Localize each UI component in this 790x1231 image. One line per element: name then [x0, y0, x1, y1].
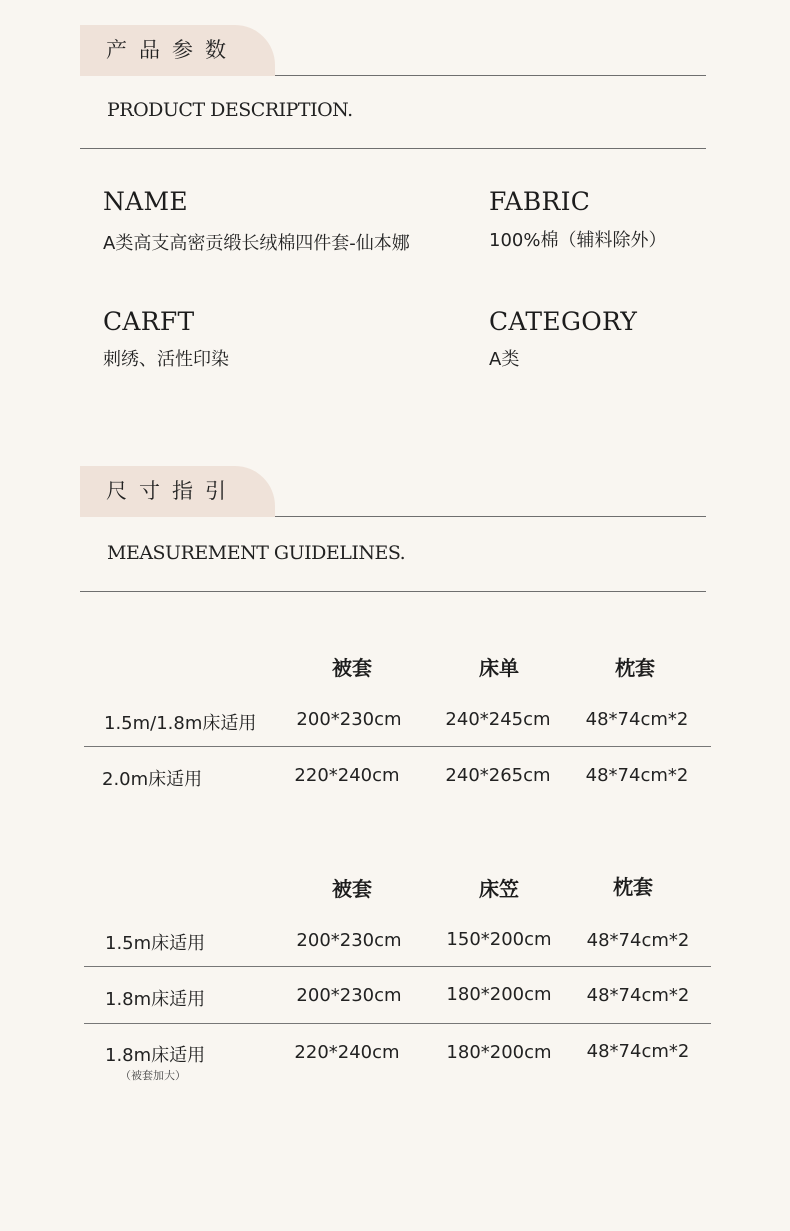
section-divider: [80, 148, 706, 149]
table2-row-label: 1.8m床适用: [105, 1045, 206, 1066]
table2-row-label: 1.8m床适用: [105, 989, 206, 1010]
table2-cell: 180*200cm: [446, 1042, 552, 1063]
table2-cell: 220*240cm: [294, 1042, 400, 1063]
category-label: CATEGORY: [489, 307, 638, 336]
table2-cell: 48*74cm*2: [586, 1041, 690, 1062]
tab-rule: [275, 75, 706, 76]
table2-cell: 150*200cm: [446, 929, 552, 950]
fabric-label: FABRIC: [489, 187, 591, 216]
table-row-divider: [84, 966, 711, 967]
table1-header-sheet: 床单: [479, 656, 519, 680]
table1-cell: 48*74cm*2: [585, 709, 689, 730]
category-value: A类: [489, 349, 520, 370]
table2-cell: 180*200cm: [446, 984, 552, 1005]
table1-row-label: 1.5m/1.8m床适用: [104, 713, 257, 734]
section-tab-product-params: 产品参数: [80, 25, 275, 76]
table2-row-label: 1.5m床适用: [105, 933, 206, 954]
table2-header-fitted-sheet: 床笠: [479, 877, 519, 901]
table2-header-duvet: 被套: [332, 877, 372, 901]
table-row-divider: [84, 1023, 711, 1024]
table1-header-pillowcase: 枕套: [615, 656, 655, 680]
section-divider: [80, 591, 706, 592]
table2-row-note: （被套加大）: [120, 1069, 186, 1082]
table1-cell: 240*245cm: [445, 709, 551, 730]
table2-header-pillowcase: 枕套: [613, 875, 653, 899]
table1-cell: 200*230cm: [296, 709, 402, 730]
table2-cell: 48*74cm*2: [586, 930, 690, 951]
name-value: A类高支高密贡缎长绒棉四件套-仙本娜: [103, 233, 410, 254]
tab-rule: [275, 516, 706, 517]
table1-cell: 48*74cm*2: [585, 765, 689, 786]
measurement-guidelines-title: MEASUREMENT GUIDELINES.: [107, 542, 406, 564]
table2-cell: 200*230cm: [296, 985, 402, 1006]
section-tab-size-guide: 尺寸指引: [80, 466, 275, 517]
table1-row-label: 2.0m床适用: [102, 769, 203, 790]
craft-value: 刺绣、活性印染: [103, 349, 229, 370]
craft-label: CARFT: [103, 307, 195, 336]
table1-cell: 220*240cm: [294, 765, 400, 786]
table1-header-duvet: 被套: [332, 656, 372, 680]
name-label: NAME: [103, 187, 188, 216]
fabric-value: 100%棉（辅料除外）: [489, 230, 667, 251]
product-description-title: PRODUCT DESCRIPTION.: [107, 99, 353, 121]
table-row-divider: [84, 746, 711, 747]
table2-cell: 48*74cm*2: [586, 985, 690, 1006]
table1-cell: 240*265cm: [445, 765, 551, 786]
table2-cell: 200*230cm: [296, 930, 402, 951]
